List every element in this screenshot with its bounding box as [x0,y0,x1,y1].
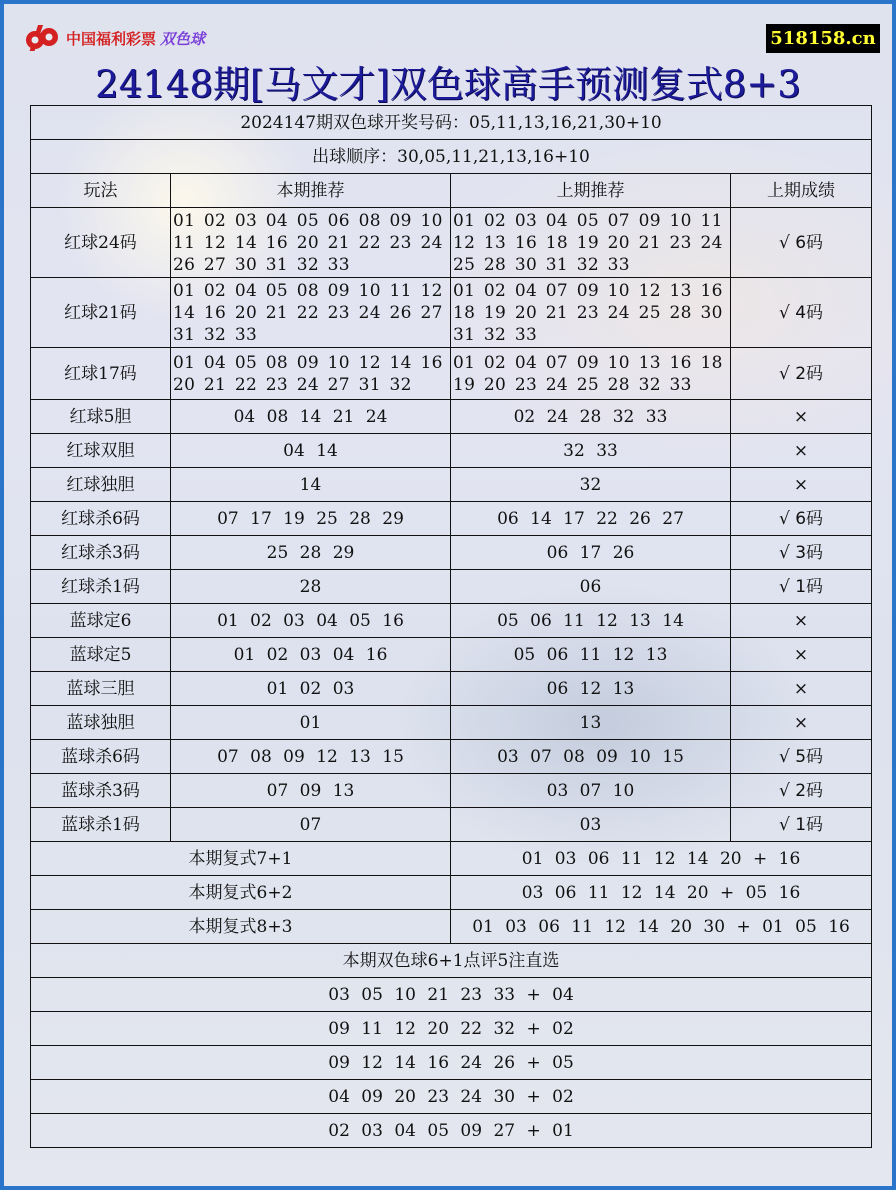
row-label: 红球5胆 [31,400,171,434]
current-picks: 07 [171,808,451,842]
table-row [31,468,872,502]
previous-result: √ 6码 [731,208,872,278]
previous-picks: 02 24 28 32 33 [451,400,731,434]
previous-result: √ 1码 [731,570,872,604]
row-label: 红球24码 [31,208,171,278]
picks-line: 31 32 33 [173,324,258,345]
col-header-current: 本期推荐 [171,174,451,208]
col-header-result: 上期成绩 [731,174,872,208]
draw-order-row [31,140,872,174]
compound-numbers: 01 03 06 11 12 14 20 30 + 01 05 16 [451,910,872,944]
row-label: 蓝球杀1码 [31,808,171,842]
pick-row [31,1012,872,1046]
compound-numbers: 03 06 11 12 14 20 + 05 16 [451,876,872,910]
page-title: 24148期[马文才]双色球高手预测复式8+3 [95,63,801,106]
table-row [31,502,872,536]
table-row [31,706,872,740]
previous-picks: 05 06 11 12 13 14 [451,604,731,638]
picks-line: 01 02 04 05 08 09 10 11 12 [173,280,443,301]
previous-result: √ 2码 [731,348,872,400]
prediction-table [30,105,872,1148]
table-header [31,174,872,208]
logo-text-welfare: 中国福利彩票 [66,29,157,48]
previous-picks: 03 [451,808,731,842]
previous-picks: 32 33 [451,434,731,468]
compound-label: 本期复式6+2 [31,876,451,910]
previous-picks: 13 [451,706,731,740]
logo-text-ssq: 双色球 [160,29,206,48]
current-picks [171,348,451,400]
row-label: 蓝球三胆 [31,672,171,706]
previous-result: × [731,400,872,434]
previous-result: √ 4码 [731,278,872,348]
current-picks: 04 08 14 21 24 [171,400,451,434]
table-row [31,434,872,468]
table-row [31,400,872,434]
previous-picks: 06 [451,570,731,604]
previous-result: √ 5码 [731,740,872,774]
pick-row [31,1046,872,1080]
previous-result: √ 1码 [731,808,872,842]
picks-line: 01 04 05 08 09 10 12 14 16 [173,352,443,373]
previous-result: × [731,468,872,502]
row-label: 红球17码 [31,348,171,400]
pick-numbers: 02 03 04 05 09 27 + 01 [31,1114,872,1148]
compound-row [31,910,872,944]
picks-line: 25 28 30 31 32 33 [453,254,630,275]
previous-result: √ 3码 [731,536,872,570]
previous-result: × [731,638,872,672]
previous-result: × [731,434,872,468]
row-label: 蓝球杀3码 [31,774,171,808]
current-picks: 01 02 03 04 16 [171,638,451,672]
table-row [31,604,872,638]
compound-row [31,842,872,876]
picks-title: 本期双色球6+1点评5注直选 [31,944,872,978]
table-row [31,774,872,808]
picks-line: 11 12 14 16 20 21 22 23 24 [173,232,443,253]
previous-picks: 06 12 13 [451,672,731,706]
row-label: 蓝球定5 [31,638,171,672]
pick-row [31,1114,872,1148]
current-picks: 14 [171,468,451,502]
previous-result: × [731,672,872,706]
row-label: 红球独胆 [31,468,171,502]
previous-result: √ 2码 [731,774,872,808]
site-badge: 518158.cn [766,24,880,53]
picks-line: 01 02 03 04 05 07 09 10 11 [453,210,723,231]
winning-numbers: 2024147期双色球开奖号码：05,11,13,16,21,30+10 [31,106,872,140]
row-label: 红球21码 [31,278,171,348]
cwl-logo-icon [22,22,62,54]
picks-line: 18 19 20 21 23 24 25 28 30 [453,302,723,323]
col-header-method: 玩法 [31,174,171,208]
current-picks: 01 [171,706,451,740]
current-picks [171,208,451,278]
table-row [31,672,872,706]
winning-numbers-row [31,106,872,140]
current-picks: 28 [171,570,451,604]
col-header-previous: 上期推荐 [451,174,731,208]
table-row [31,208,872,278]
current-picks: 07 17 19 25 28 29 [171,502,451,536]
compound-row [31,876,872,910]
table-row [31,638,872,672]
table-row [31,740,872,774]
current-picks [171,278,451,348]
picks-line: 31 32 33 [453,324,538,345]
previous-result: × [731,706,872,740]
table-row [31,348,872,400]
previous-picks: 06 14 17 22 26 27 [451,502,731,536]
current-picks: 07 09 13 [171,774,451,808]
row-label: 蓝球定6 [31,604,171,638]
previous-picks [451,208,731,278]
current-picks: 25 28 29 [171,536,451,570]
picks-line: 01 02 04 07 09 10 12 13 16 [453,280,723,301]
previous-picks [451,278,731,348]
picks-line: 19 20 23 24 25 28 32 33 [453,374,692,395]
pick-numbers: 09 11 12 20 22 32 + 02 [31,1012,872,1046]
compound-numbers: 01 03 06 11 12 14 20 + 16 [451,842,872,876]
pick-numbers: 09 12 14 16 24 26 + 05 [31,1046,872,1080]
compound-label: 本期复式7+1 [31,842,451,876]
current-picks: 01 02 03 [171,672,451,706]
previous-picks [451,348,731,400]
current-picks: 07 08 09 12 13 15 [171,740,451,774]
lottery-logo [22,22,205,54]
previous-result: × [731,604,872,638]
previous-picks: 03 07 10 [451,774,731,808]
previous-picks: 05 06 11 12 13 [451,638,731,672]
row-label: 蓝球独胆 [31,706,171,740]
pick-numbers: 04 09 20 23 24 30 + 02 [31,1080,872,1114]
current-picks: 01 02 03 04 05 16 [171,604,451,638]
row-label: 红球双胆 [31,434,171,468]
compound-label: 本期复式8+3 [31,910,451,944]
table-row [31,278,872,348]
previous-result: √ 6码 [731,502,872,536]
row-label: 红球杀3码 [31,536,171,570]
picks-line: 12 13 16 18 19 20 21 23 24 [453,232,723,253]
current-picks: 04 14 [171,434,451,468]
pick-row [31,1080,872,1114]
previous-picks: 03 07 08 09 10 15 [451,740,731,774]
picks-line: 01 02 03 04 05 06 08 09 10 [173,210,443,231]
table-row [31,570,872,604]
row-label: 蓝球杀6码 [31,740,171,774]
draw-order: 出球顺序：30,05,11,21,13,16+10 [31,140,872,174]
row-label: 红球杀1码 [31,570,171,604]
table-row [31,536,872,570]
picks-line: 20 21 22 23 24 27 31 32 [173,374,412,395]
picks-line: 01 02 04 07 09 10 13 16 18 [453,352,723,373]
previous-picks: 32 [451,468,731,502]
row-label: 红球杀6码 [31,502,171,536]
pick-row [31,978,872,1012]
pick-numbers: 03 05 10 21 23 33 + 04 [31,978,872,1012]
picks-line: 26 27 30 31 32 33 [173,254,350,275]
picks-line: 14 16 20 21 22 23 24 26 27 [173,302,443,323]
table-row [31,808,872,842]
previous-picks: 06 17 26 [451,536,731,570]
picks-title-row [31,944,872,978]
